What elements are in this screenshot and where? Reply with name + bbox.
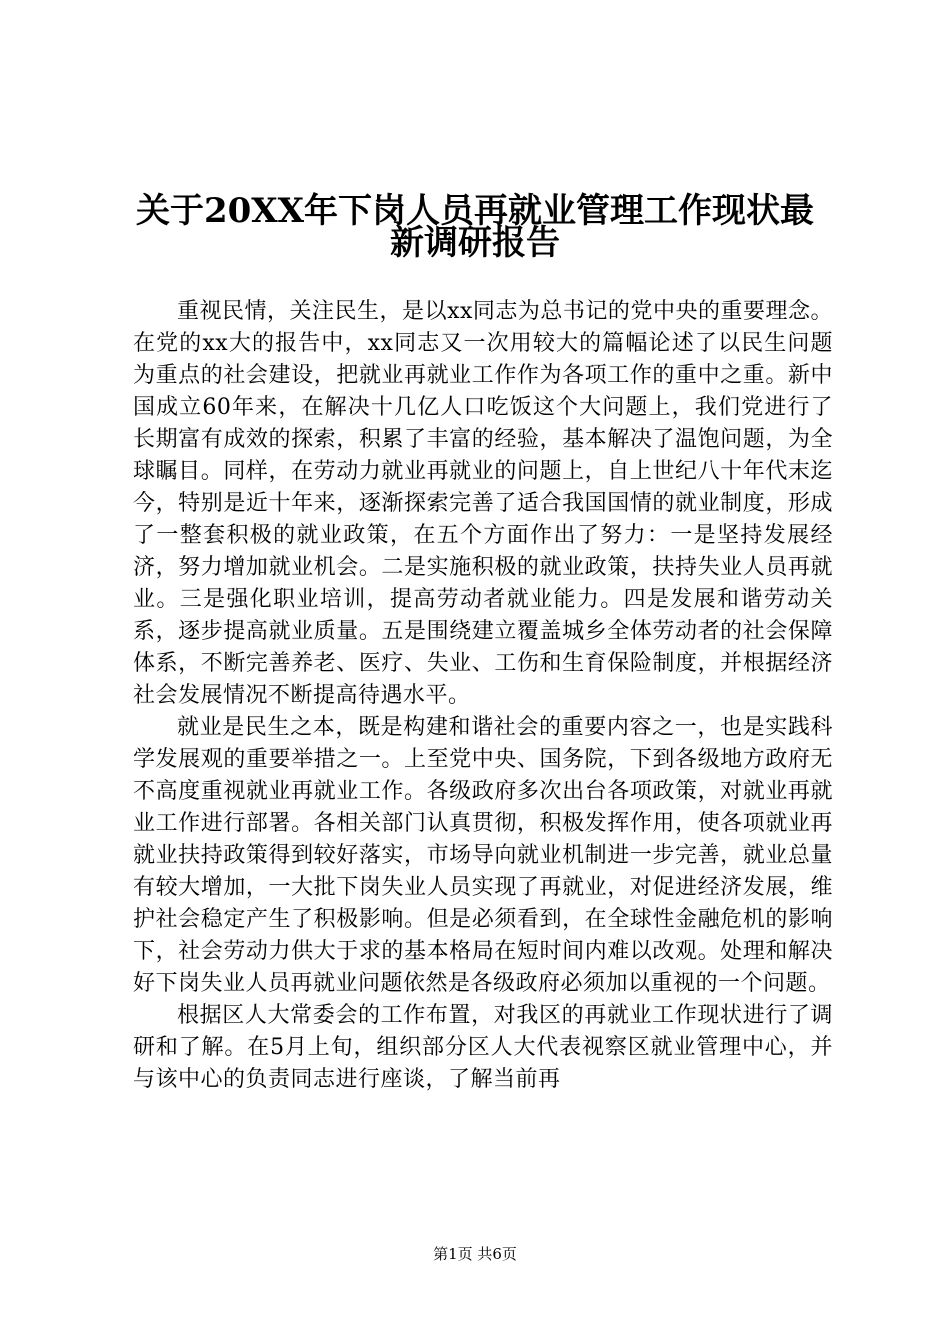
document-title-line-1: 关于20XX年下岗人员再就业管理工作现状最 [135,191,815,231]
paragraph-3: 根据区人大常委会的工作布置，对我区的再就业工作现状进行了调研和了解。在5月上旬，组织部分区人大代表视察区就业管理中心，并与该中心的负责同志进行座谈，了解当前再 [133,1003,833,1092]
document-body [133,296,833,1096]
paragraph-1: 重视民情，关注民生，是以xx同志为总书记的党中央的重要理念。在党的xx大的报告中，xx同志又一次用较大的篇幅论述了以民生问题为重点的社会建设，把就业再就业工作作为各项工作的重中之重。新中国成立60年来，在解决十几亿人口吃饭这个大问题上，我们党进行了长期富有成效的探索，积累了丰富的经验，基本解决了温饱问题，为全球瞩目。同样，在劳动力就业再就业的问题上，自上世纪八十年代末迄今，特别是近十年来，逐渐探索完善了适合我国国情的就业制度，形成了一整套积极的就业政策，在五个方面作出了努力：一是坚持发展经济，努力增加就业机会。二是实施积极的就业政策，扶持失业人员再就业。三是强化职业培训，提高劳动者就业能力。四是发展和谐劳动关系，逐步提高就业质量。五是围绕建立覆盖城乡全体劳动者的社会保障体系，不断完善养老、医疗、失业、工伤和生育保险制度，并根据经济社会发展情况不断提高待遇水平。 [133,299,833,708]
document-title-line-2: 新调研报告 [390,223,560,263]
paragraph-2: 就业是民生之本，既是构建和谐社会的重要内容之一，也是实践科学发展观的重要举措之一。上至党中央、国务院，下到各级地方政府无不高度重视就业再就业工作。各级政府多次出台各项政策，对就业再就业工作进行部署。各相关部门认真贯彻，积极发挥作用，使各项就业再就业扶持政策得到较好落实，市场导向就业机制进一步完善，就业总量有较大增加，一大批下岗失业人员实现了再就业，对促进经济发展，维护社会稳定产生了积极影响。但是必须看到，在全球性金融危机的影响下，社会劳动力供大于求的基本格局在短时间内难以改观。处理和解决好下岗失业人员再就业问题依然是各级政府必须加以重视的一个问题。 [133,715,833,996]
page-number-footer: 第1页 共6页 [433,1245,517,1263]
